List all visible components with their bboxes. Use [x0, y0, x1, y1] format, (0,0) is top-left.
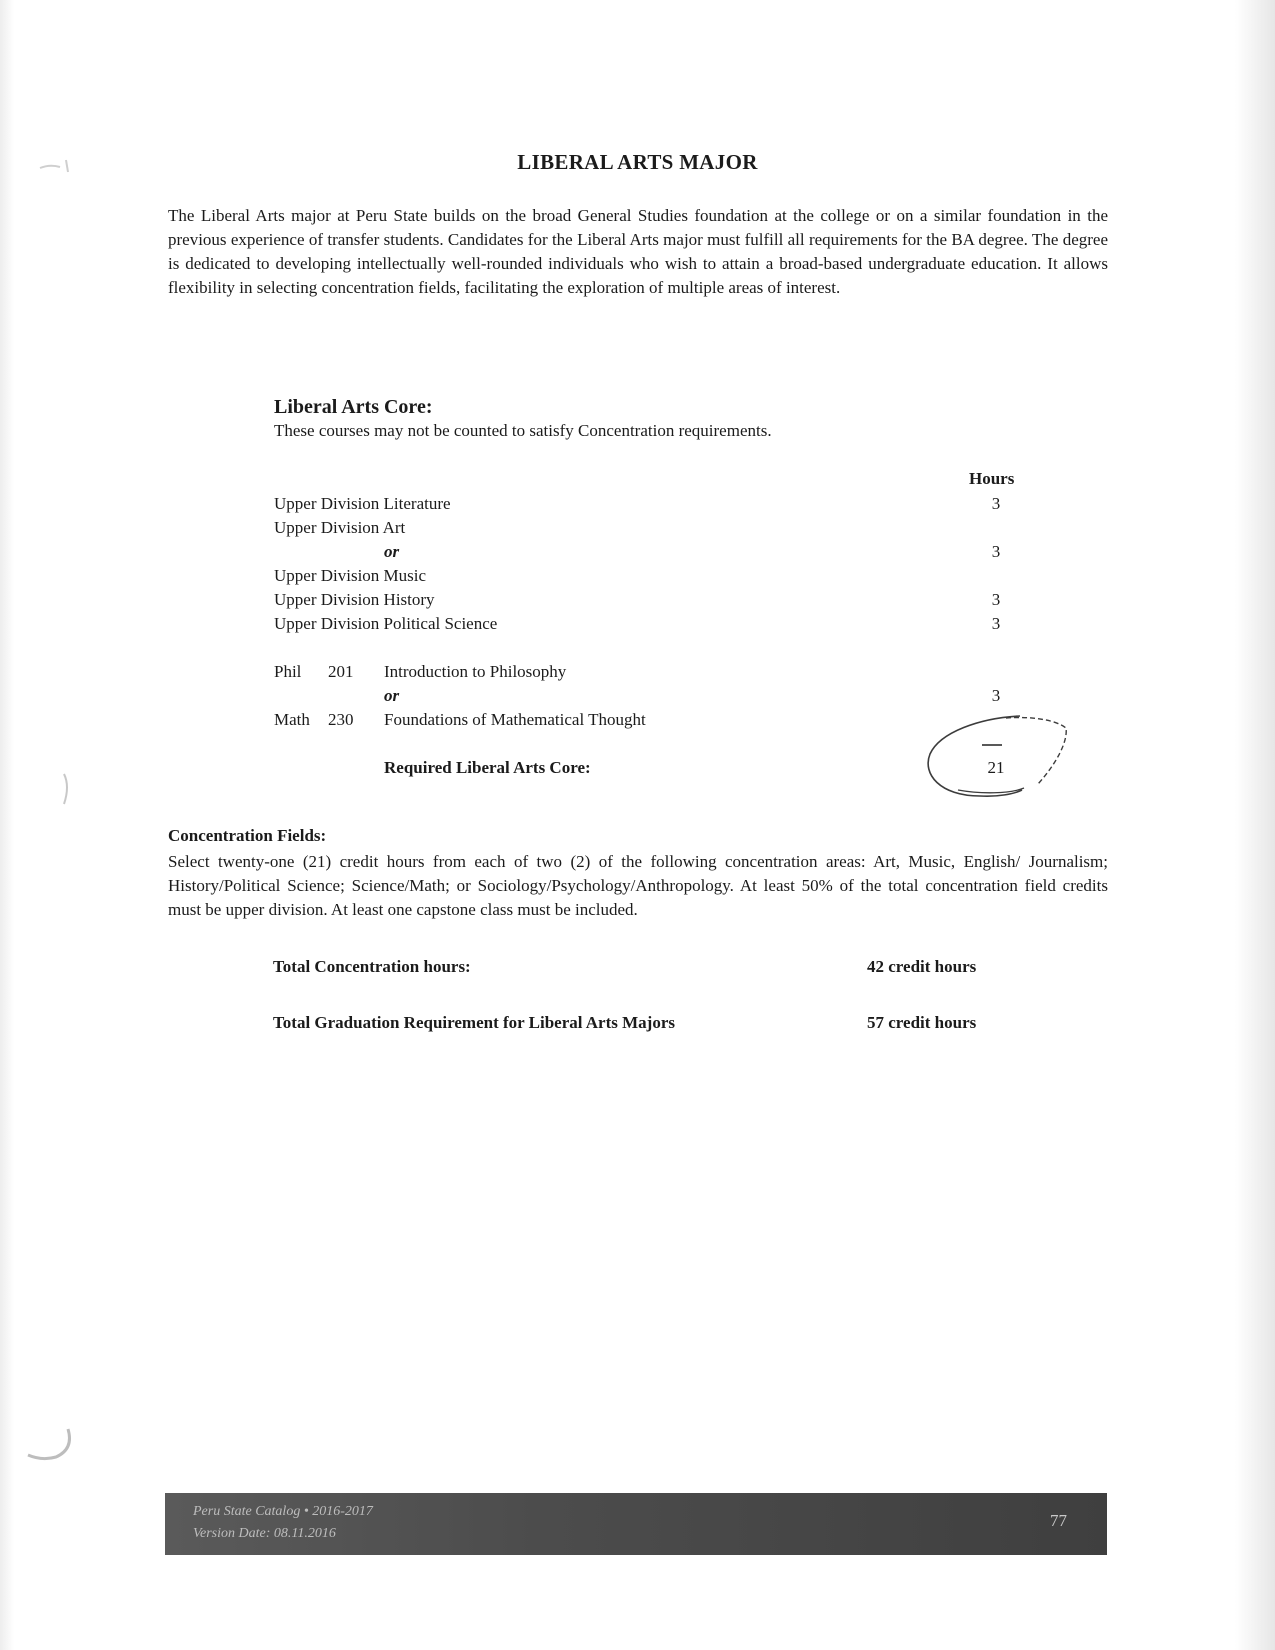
- core-row-label: Upper Division Literature: [274, 494, 451, 513]
- course-title: Foundations of Mathematical Thought: [384, 710, 646, 729]
- or-separator: or: [384, 542, 400, 561]
- intro-paragraph: The Liberal Arts major at Peru State builds on the broad General Studies foundation at the college or on a similar foundation in the previous experience of transfer students. Candidates for the Liberal Arts major must fulfill all requirements for the BA degree. The degree is dedicated to developing intellectually well-rounded individuals who wish to attain a broad-based undergraduate education. It allows flexibility in selecting concentration fields, facilitating the exploration of multiple areas of interest.: [168, 206, 1108, 297]
- page-edge-shadow: [1235, 0, 1275, 1650]
- course-dept: Phil: [274, 662, 302, 681]
- hours-header: Hours: [969, 469, 1015, 488]
- or-separator: or: [384, 686, 400, 705]
- core-row-label: Upper Division Music: [274, 566, 427, 585]
- course-title: Introduction to Philosophy: [384, 662, 567, 681]
- core-heading: Liberal Arts Core:: [274, 396, 433, 418]
- page-title: LIBERAL ARTS MAJOR: [517, 150, 758, 174]
- core-row-label: Upper Division Art: [274, 518, 406, 537]
- concentration-heading: Concentration Fields:: [168, 826, 327, 845]
- core-total-label: Required Liberal Arts Core:: [384, 758, 591, 777]
- footer-catalog: Peru State Catalog • 2016-2017: [193, 1504, 373, 1519]
- course-number: 230: [328, 710, 354, 729]
- core-total-value: 21: [987, 758, 1005, 777]
- punch-hole-mark: [22, 1425, 82, 1465]
- course-dept: Math: [274, 710, 310, 729]
- concentration-text: Select twenty-one (21) credit hours from each of two (2) of the following concentration areas: Art, Music, English/ Journalism; History/Political Science; Science/Math; or Sociology/Psychology/Anthropology. At least 50% of the total concentration field credits must be upper division. At least one capstone class must be included.: [168, 852, 1108, 919]
- total-concentration-label: Total Concentration hours:: [273, 957, 471, 976]
- page-number: 77: [1050, 1511, 1067, 1530]
- core-row-hours: 3: [991, 542, 1001, 561]
- core-row-label: Upper Division History: [274, 590, 435, 609]
- core-row-hours: 3: [991, 494, 1001, 513]
- course-number: 201: [328, 662, 354, 681]
- scan-mark: [54, 770, 84, 810]
- core-note: These courses may not be counted to satisfy Concentration requirements.: [274, 421, 772, 440]
- footer-version-date: Version Date: 08.11.2016: [193, 1526, 336, 1541]
- core-row-hours: 3: [991, 614, 1001, 633]
- core-row-hours: 3: [991, 686, 1001, 705]
- page-left-shadow: [0, 0, 14, 1650]
- core-row-hours: 3: [991, 590, 1001, 609]
- total-concentration-value: 42 credit hours: [867, 957, 977, 976]
- total-graduation-label: Total Graduation Requirement for Liberal Arts Majors: [273, 1013, 675, 1032]
- core-row-label: Upper Division Political Science: [274, 614, 498, 633]
- page-footer: [165, 1493, 1107, 1555]
- total-graduation-value: 57 credit hours: [867, 1013, 977, 1032]
